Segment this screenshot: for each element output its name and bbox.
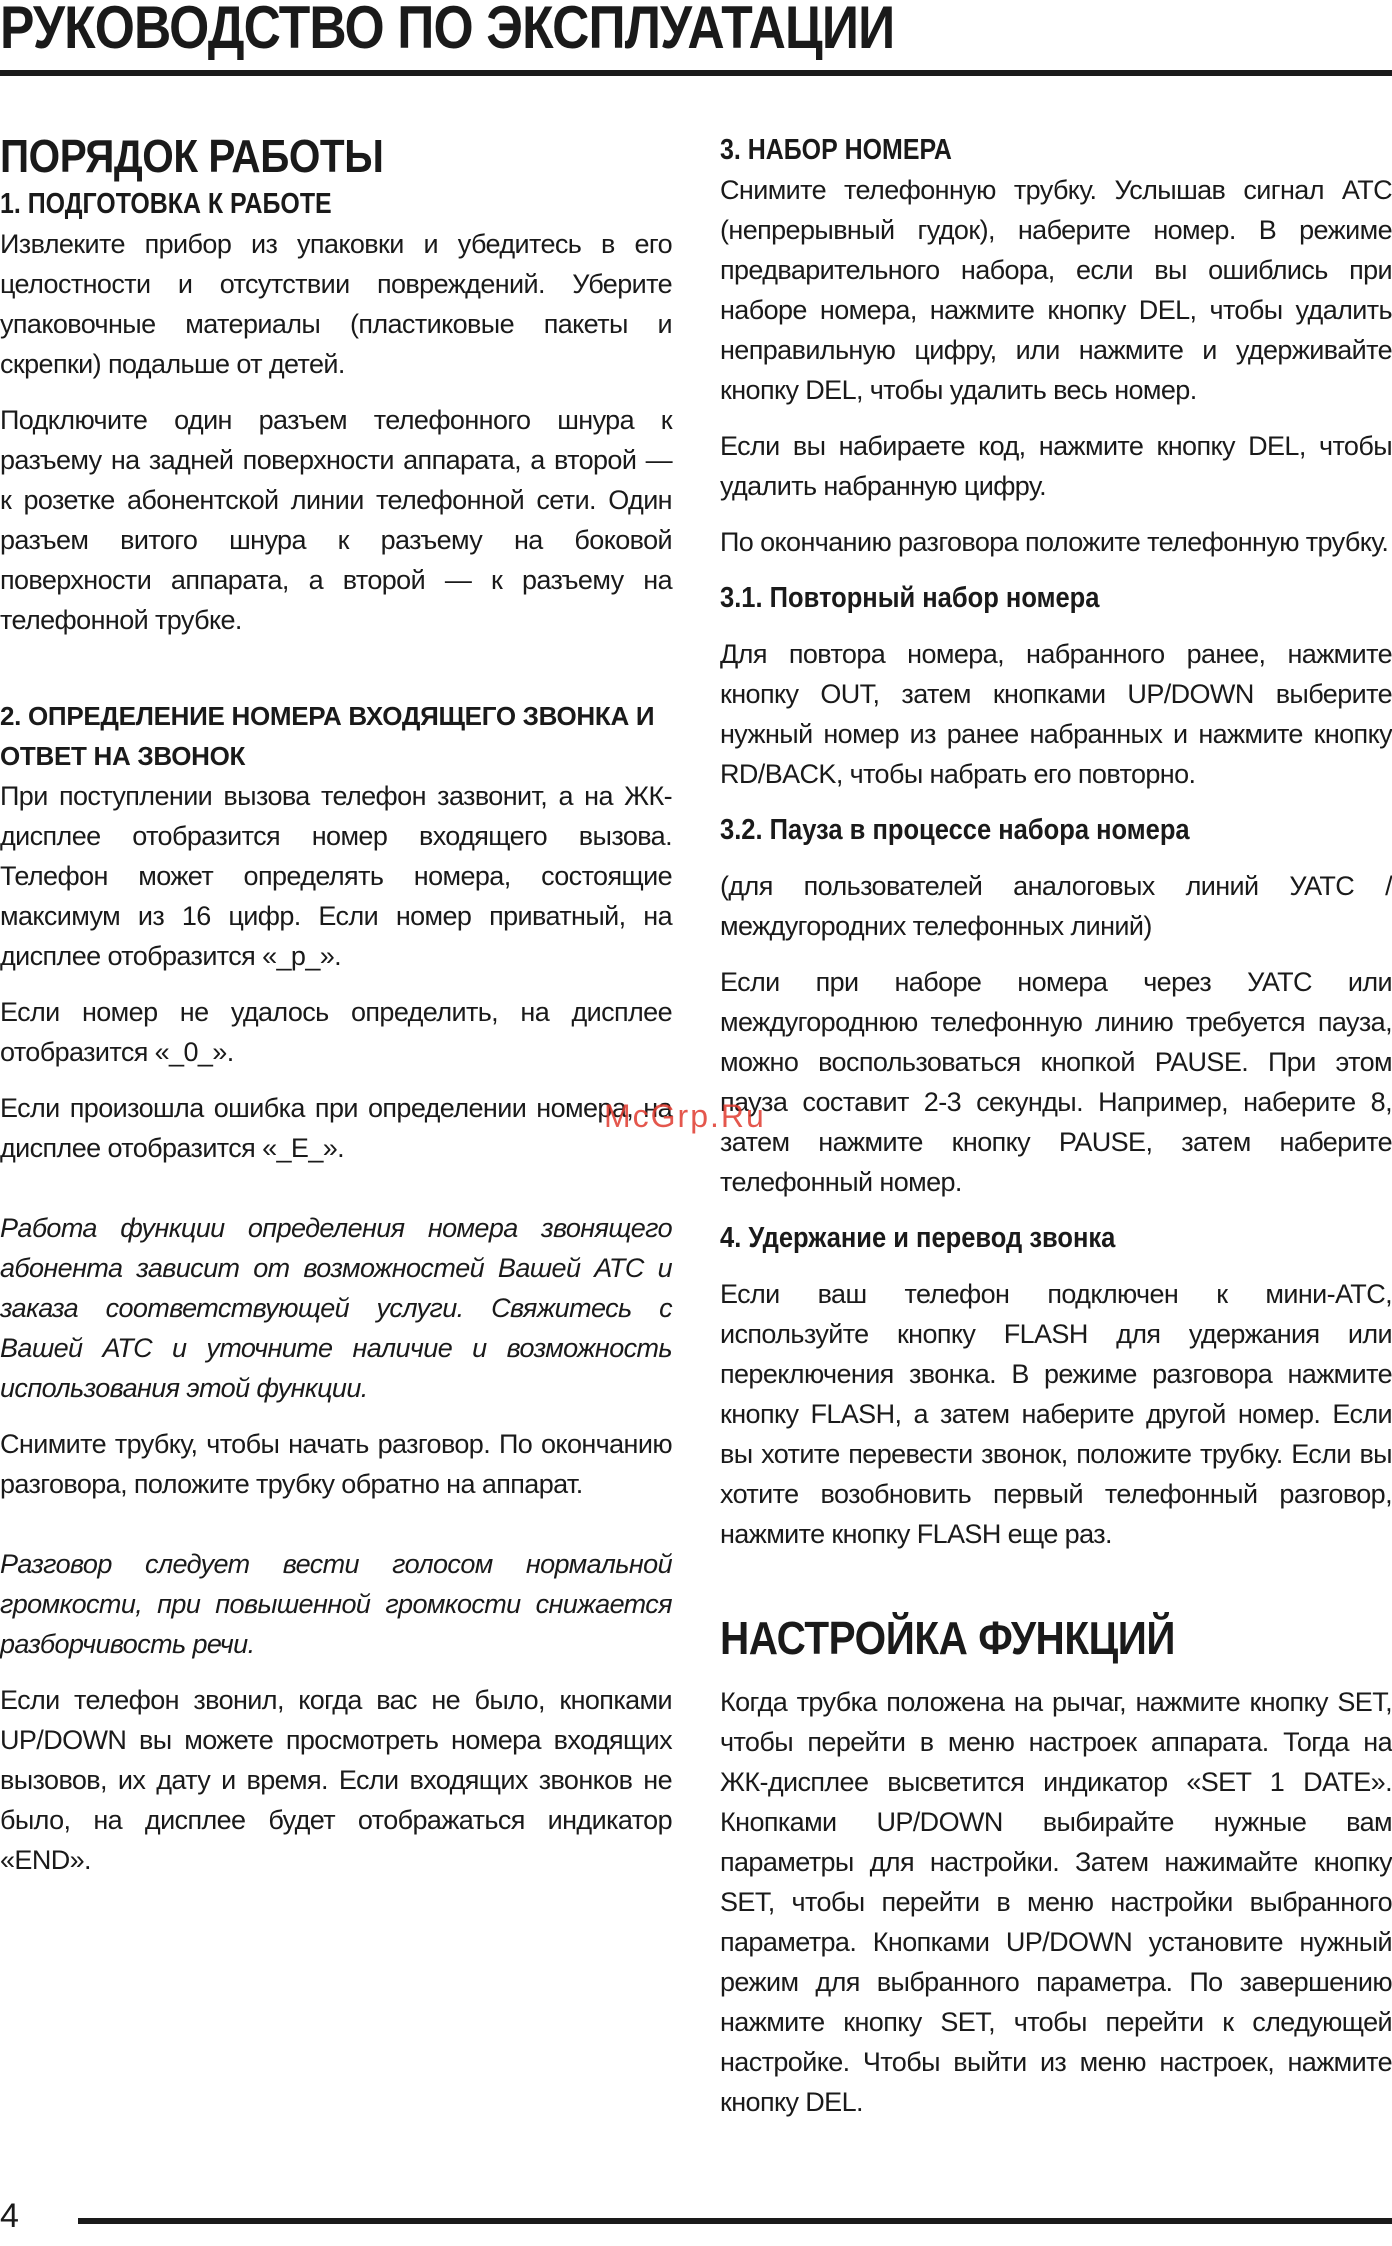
- heading-caller-id: 2. ОПРЕДЕЛЕНИЕ НОМЕРА ВХОДЯЩЕГО ЗВОНКА И ОТВЕТ НА ЗВОНОК: [0, 701, 655, 771]
- paragraph-connect: Подключите один разъем телефонного шнура к разъему на задней поверхности аппарата, а второй — к розетке абонентской линии телефонной сети. Один разъем витого шнура к разъему на боковой поверхности аппарата, а второй — к разъему на телефонной трубке.: [0, 405, 672, 635]
- heading-dialing: 3. НАБОР НОМЕРА: [720, 134, 952, 166]
- watermark-text: McGrp.Ru: [604, 1098, 766, 1134]
- page-header-title: РУКОВОДСТВО ПО ЭКСПЛУАТАЦИИ: [0, 0, 895, 61]
- right-column: [720, 130, 1392, 2122]
- note-caller-id-service: Работа функции определения номера звонящего абонента зависит от возможностей Вашей АТС и заказа соответствующей услуги. Свяжитесь с Вашей АТС и уточните наличие и возможность использования этой функции.: [0, 1213, 672, 1403]
- paragraph-number-error: Если произошла ошибка при определении номера, на дисплее отобразится «_E_».: [0, 1093, 672, 1163]
- paragraph-dialing: Снимите телефонную трубку. Услышав сигнал АТС (непрерывный гудок), наберите номер. В режиме предварительного набора, если вы ошиблись при наборе номера, нажмите кнопку DEL, чтобы удалить неправильную цифру, или нажмите и удерживайте кнопку DEL, чтобы удалить весь номер.: [720, 175, 1392, 405]
- section-title-operation: ПОРЯДОК РАБОТЫ: [0, 130, 384, 182]
- paragraph-answer-call: Снимите трубку, чтобы начать разговор. По окончанию разговора, положите трубку обратно на аппарат.: [0, 1429, 672, 1499]
- paragraph-pause: Если при наборе номера через УАТС или междугороднюю телефонную линию требуется пауза, можно воспользоваться кнопкой PAUSE. При этом пауза составит 2-3 секунды. Например, наберите 8, затем нажмите кнопку PAUSE, затем наберите телефонный номер.: [720, 967, 1392, 1197]
- paragraph-pause-users: (для пользователей аналоговых линий УАТС / междугородних телефонных линий): [720, 871, 1392, 941]
- paragraph-number-unknown: Если номер не удалось определить, на дисплее отобразится «_0_».: [0, 997, 672, 1067]
- paragraph-redial: Для повтора номера, набранного ранее, нажмите кнопку OUT, затем кнопками UP/DOWN выберите нужный номер из ранее набранных и нажмите кнопку RD/BACK, чтобы набрать его повторно.: [720, 639, 1392, 789]
- paragraph-hold-transfer: Если ваш телефон подключен к мини-АТС, используйте кнопку FLASH для удержания или переключения звонка. В режиме разговора нажмите кнопку FLASH, а затем наберите другой номер. Если вы хотите перевести звонок, положите трубку. Если вы хотите возобновить первый телефонный разговор, нажмите кнопку FLASH еще раз.: [720, 1279, 1392, 1549]
- paragraph-incoming-call: При поступлении вызова телефон зазвонит, а на ЖК-дисплее отобразится номер входящего вызова. Телефон может определять номера, состоящие максимум из 16 цифр. Если номер приватный, на дисплее отобразится «_p_».: [0, 781, 672, 971]
- paragraph-end-call: По окончанию разговора положите телефонную трубку.: [720, 527, 1389, 557]
- header-divider: [0, 70, 1392, 76]
- section-title-settings: НАСТРОЙКА ФУНКЦИЙ: [720, 1612, 1176, 1664]
- heading-pause: 3.2. Пауза в процессе набора номера: [720, 814, 1190, 846]
- note-voice-volume: Разговор следует вести голосом нормальной громкости, при повышенной громкости снижается разборчивость речи.: [0, 1549, 672, 1659]
- page-number: 4: [0, 2197, 19, 2235]
- left-column: [0, 128, 672, 1880]
- heading-redial: 3.1. Повторный набор номера: [720, 582, 1100, 614]
- heading-preparation: 1. ПОДГОТОВКА К РАБОТЕ: [0, 188, 332, 220]
- paragraph-unpack: Извлеките прибор из упаковки и убедитесь в его целостности и отсутствии повреждений. Уберите упаковочные материалы (пластиковые пакеты и скрепки) подальше от детей.: [0, 229, 672, 379]
- footer-divider: [78, 2218, 1392, 2224]
- heading-hold-transfer: 4. Удержание и перевод звонка: [720, 1222, 1116, 1254]
- paragraph-settings: Когда трубка положена на рычаг, нажмите кнопку SET, чтобы перейти в меню настроек аппарата. Тогда на ЖК-дисплее высветится индикатор «SET 1 DATE». Кнопками UP/DOWN выбирайте нужные вам параметры для настройки. Затем нажимайте кнопку SET, чтобы перейти в меню настройки выбранного параметра. Кнопками UP/DOWN установите нужный режим для выбранного параметра. По завершению нажмите кнопку SET, чтобы перейти к следующей настройке. Чтобы выйти из меню настроек, нажмите кнопку DEL.: [720, 1687, 1392, 2117]
- paragraph-dial-code: Если вы набираете код, нажмите кнопку DEL, чтобы удалить набранную цифру.: [720, 431, 1392, 501]
- paragraph-missed-calls: Если телефон звонил, когда вас не было, кнопками UP/DOWN вы можете просмотреть номера входящих вызовов, их дату и время. Если входящих звонков не было, на дисплее будет отображаться индикатор «END».: [0, 1685, 672, 1875]
